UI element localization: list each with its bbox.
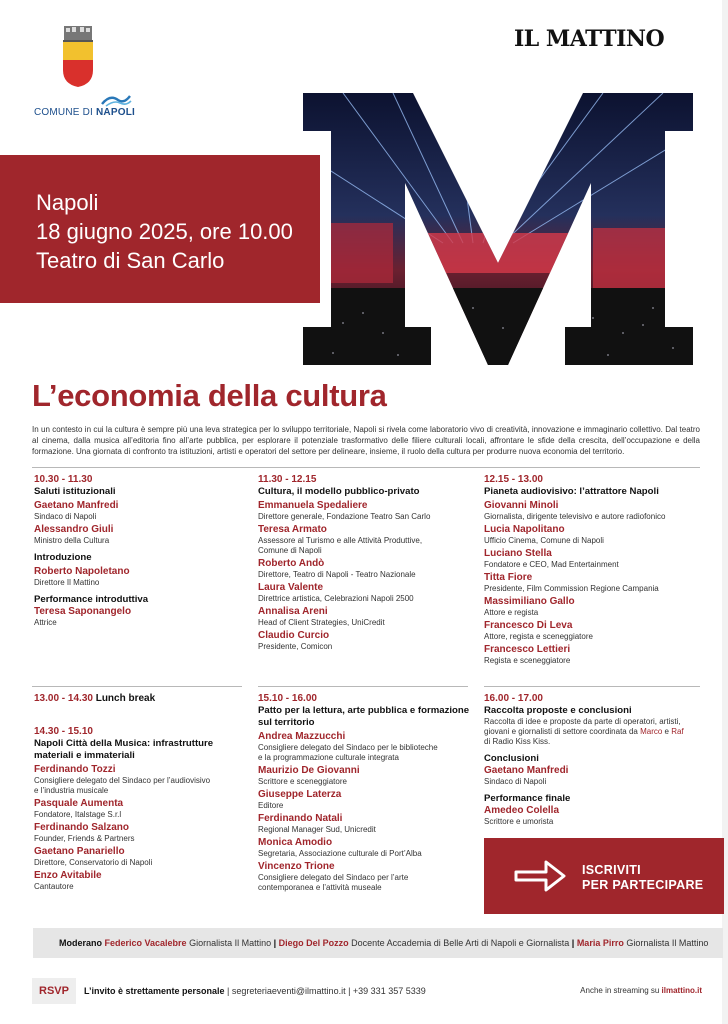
- lunch-time: 13.00 - 14.30: [34, 693, 93, 704]
- moderator-name: Federico Vacalebre: [104, 938, 187, 948]
- speaker-name: Laura Valente: [258, 582, 324, 593]
- wave-logo-icon: [100, 90, 132, 108]
- speaker-name: Gaetano Manfredi: [484, 765, 569, 776]
- session-title: Pianeta audiovisivo: l’attrattore Napoli: [484, 486, 659, 497]
- speaker-name: Francesco Di Leva: [484, 620, 573, 631]
- speaker-name: Gaetano Manfredi: [34, 500, 119, 511]
- final-performance-label: Performance finale: [484, 793, 571, 804]
- hero-city: Napoli: [36, 190, 99, 215]
- slot-time: 12.15 - 13.00: [484, 474, 543, 485]
- personal-note: L’invito è strettamente personale: [84, 986, 225, 996]
- speaker-name: Claudio Curcio: [258, 630, 330, 641]
- speaker-role: Direttrice artistica, Celebrazioni Napoli 2500: [258, 594, 414, 603]
- session-title: Saluti istituzionali: [34, 486, 116, 497]
- program-block-opening: [34, 473, 254, 628]
- speaker-name: Alessandro Giuli: [34, 524, 114, 535]
- speaker-name: Monica Amodio: [258, 837, 333, 848]
- slot-time: 10.30 - 11.30: [34, 474, 93, 485]
- session-title: materiali e immateriali: [34, 749, 135, 761]
- separator: |: [571, 938, 577, 948]
- slot-time: 16.00 - 17.00: [484, 693, 543, 704]
- speaker-role: Attrice: [34, 618, 57, 627]
- session-title: Patto per la lettura, arte pubblica e formazione: [258, 705, 470, 716]
- speaker-role: Sindaco di Napoli: [34, 512, 97, 521]
- il-mattino-logo: IL MATTINO: [514, 26, 665, 52]
- divider: [32, 467, 700, 468]
- speaker-role: Fondatore, Italstage S.r.l: [34, 809, 122, 819]
- register-button[interactable]: [484, 838, 724, 914]
- speaker-role: Scrittore e umorista: [484, 817, 554, 826]
- speaker-role: Consigliere delegato del Sindaco per l’arte: [258, 873, 409, 882]
- moderator-role: Giornalista Il Mattino: [186, 938, 274, 948]
- speaker-role: Regista e sceneggiatore: [484, 656, 571, 665]
- speaker-role: Giornalista, dirigente televisivo e autore radiofonico: [484, 512, 666, 521]
- session-desc: Raccolta di idee e proposte da parte di operatori, artisti,: [484, 717, 681, 726]
- speaker-name: Teresa Armato: [258, 524, 327, 535]
- speaker-name: Emmanuela Spedaliere: [258, 500, 368, 511]
- separator: |: [273, 938, 279, 948]
- intro-paragraph: In un contesto in cui la cultura è sempre più una leva strategica per lo sviluppo territoriale, Napoli si rivela come laboratorio vivo di creatività, innovazione e immaginario collettivo. Dal teatro al cinema, dalla musica all’editoria fino all’arte pubblica, per esplorare il potenziale trasformativo delle filiere culturali locali, affrontare le sfide della crescita, dell’occupazione e della formazione. Una giornata di confronto tra istituzioni, artisti e operatori del settore per delineare, insieme, il ruolo della cultura per produrre nuova economia del territorio.: [32, 425, 700, 456]
- speaker-name: Vincenzo Trione: [258, 861, 335, 872]
- speaker-role: contemporanea e l’attività museale: [258, 883, 382, 892]
- speaker-role: Head of Client Strategies, UniCredit: [258, 618, 385, 627]
- speaker-name: Francesco Lettieri: [484, 644, 571, 655]
- session-desc: [484, 727, 704, 737]
- intro-label: Introduzione: [34, 552, 92, 563]
- speaker-role: Direttore Il Mattino: [34, 578, 100, 587]
- program-block-conclusions: [484, 692, 704, 827]
- host-name: Raf: [671, 727, 684, 736]
- session-desc: di Radio Kiss Kiss.: [484, 737, 551, 746]
- hero-datetime: 18 giugno 2025, ore 10.00: [36, 219, 293, 244]
- speaker-role: Presidente, Comicon: [258, 642, 333, 651]
- speaker-role: Segretaria, Associazione culturale di Port’Alba: [258, 849, 422, 858]
- site-link[interactable]: ilmattino.it: [661, 986, 702, 995]
- comune-prefix: COMUNE DI: [34, 107, 96, 118]
- divider: [484, 686, 700, 687]
- speaker-role: Direttore, Conservatorio di Napoli: [34, 857, 153, 867]
- program-block-music: [34, 694, 254, 892]
- register-label: [582, 863, 703, 893]
- moderators-label: Moderano: [59, 938, 105, 948]
- speaker-role: Sindaco di Napoli: [484, 777, 547, 786]
- big-m-concert-image: [303, 93, 693, 365]
- speaker-role: Scrittore e sceneggiatore: [258, 777, 347, 786]
- lunch-break: [34, 694, 254, 705]
- speaker-name: Andrea Mazzucchi: [258, 731, 346, 742]
- speaker-role: Direttore generale, Fondazione Teatro San Carlo: [258, 512, 431, 521]
- spacer: [34, 705, 254, 725]
- desc-and: e: [662, 727, 672, 736]
- speaker-role: Consigliere delegato del Sindaco per le biblioteche: [258, 743, 438, 752]
- speaker-name: Roberto Andò: [258, 558, 325, 569]
- speaker-name: Luciano Stella: [484, 548, 552, 559]
- speaker-name: Ferdinando Natali: [258, 813, 343, 824]
- lunch-label: Lunch break: [92, 693, 156, 704]
- speaker-name: Ferdinando Tozzi: [34, 763, 116, 775]
- session-title: Cultura, il modello pubblico-privato: [258, 486, 420, 497]
- speaker-role: e l’industria musicale: [34, 785, 109, 795]
- speaker-name: Roberto Napoletano: [34, 566, 130, 577]
- performance-label: Performance introduttiva: [34, 594, 149, 605]
- speaker-role: Comune di Napoli: [258, 546, 322, 555]
- speaker-name: Giuseppe Laterza: [258, 789, 342, 800]
- speaker-name: Maurizio De Giovanni: [258, 765, 360, 776]
- speaker-name: Teresa Saponangelo: [34, 606, 132, 617]
- comune-logo-text: [34, 107, 135, 118]
- register-line1: ISCRIVITI: [582, 863, 641, 877]
- footer: [32, 978, 702, 1004]
- speaker-name: Titta Fiore: [484, 572, 533, 583]
- speaker-name: Enzo Avitabile: [34, 869, 102, 881]
- page-title: L’economia della cultura: [32, 378, 387, 413]
- program-block-public-private: [258, 473, 478, 652]
- speaker-role: Attore e regista: [484, 608, 539, 617]
- speaker-name: Giovanni Minoli: [484, 500, 559, 511]
- program-block-reading: [258, 692, 478, 893]
- speaker-role: Regional Manager Sud, Unicredit: [258, 825, 376, 834]
- speaker-role: e la programmazione culturale integrata: [258, 753, 399, 762]
- napoli-crest-icon: [60, 26, 96, 88]
- hero-venue: Teatro di San Carlo: [36, 248, 225, 273]
- contact-info[interactable]: | segreteriaeventi@ilmattino.it | +39 331 357 5339: [224, 986, 426, 996]
- speaker-role: Fondatore e CEO, Mad Entertainment: [484, 560, 619, 569]
- rsvp-badge: RSVP: [32, 978, 76, 1004]
- moderator-role: Docente Accademia di Belle Arti di Napoli e Giornalista: [348, 938, 572, 948]
- speaker-name: Lucia Napolitano: [484, 524, 565, 535]
- speaker-role: Editore: [258, 801, 284, 810]
- speaker-name: Massimiliano Gallo: [484, 596, 575, 607]
- conclusions-label: Conclusioni: [484, 753, 539, 764]
- session-title: sul territorio: [258, 717, 315, 728]
- moderator-name: Diego Del Pozzo: [278, 938, 349, 948]
- speaker-role: Founder, Friends & Partners: [34, 833, 135, 843]
- speaker-role: Direttore, Teatro di Napoli - Teatro Nazionale: [258, 570, 416, 579]
- streaming-note: [580, 978, 702, 1004]
- moderator-name: Maria Pirro: [576, 938, 624, 948]
- session-title: Napoli Città della Musica: infrastrutture: [34, 737, 214, 749]
- speaker-role: Assessore al Turismo e alle Attività Produttive,: [258, 536, 423, 545]
- divider: [32, 686, 242, 687]
- program-block-audiovisual: [484, 473, 704, 666]
- session-title: Raccolta proposte e conclusioni: [484, 705, 632, 716]
- hero-text: [36, 188, 293, 275]
- speaker-name: Pasquale Aumenta: [34, 797, 124, 809]
- comune-city: NAPOLI: [96, 107, 135, 118]
- speaker-role: Presidente, Film Commission Regione Campania: [484, 584, 659, 593]
- slot-time: 11.30 - 12.15: [258, 474, 317, 485]
- host-name: Marco: [640, 727, 663, 736]
- slot-time: 14.30 - 15.10: [34, 725, 93, 737]
- register-line2: PER PARTECIPARE: [582, 878, 704, 892]
- speaker-role: Ministro della Cultura: [34, 536, 110, 545]
- slot-time: 15.10 - 16.00: [258, 693, 317, 704]
- arrow-right-icon: [514, 858, 566, 894]
- streaming-label: Anche in streaming su: [580, 986, 662, 995]
- footer-contact: [84, 978, 426, 1004]
- speaker-name: Gaetano Panariello: [34, 845, 125, 857]
- desc-text: giovani e giornalisti di settore coordinata da: [484, 727, 641, 736]
- speaker-role: Cantautore: [34, 881, 74, 891]
- divider: [258, 686, 468, 687]
- speaker-name: Annalisa Areni: [258, 606, 328, 617]
- moderators-bar: [33, 928, 723, 958]
- speaker-role: Attore, regista e sceneggiatore: [484, 632, 593, 641]
- speaker-role: Ufficio Cinema, Comune di Napoli: [484, 536, 604, 545]
- speaker-name: Ferdinando Salzano: [34, 821, 130, 833]
- speaker-name: Amedeo Colella: [484, 805, 560, 816]
- speaker-role: Consigliere delegato del Sindaco per l’audiovisivo: [34, 775, 211, 785]
- moderator-role: Giornalista Il Mattino: [623, 938, 709, 948]
